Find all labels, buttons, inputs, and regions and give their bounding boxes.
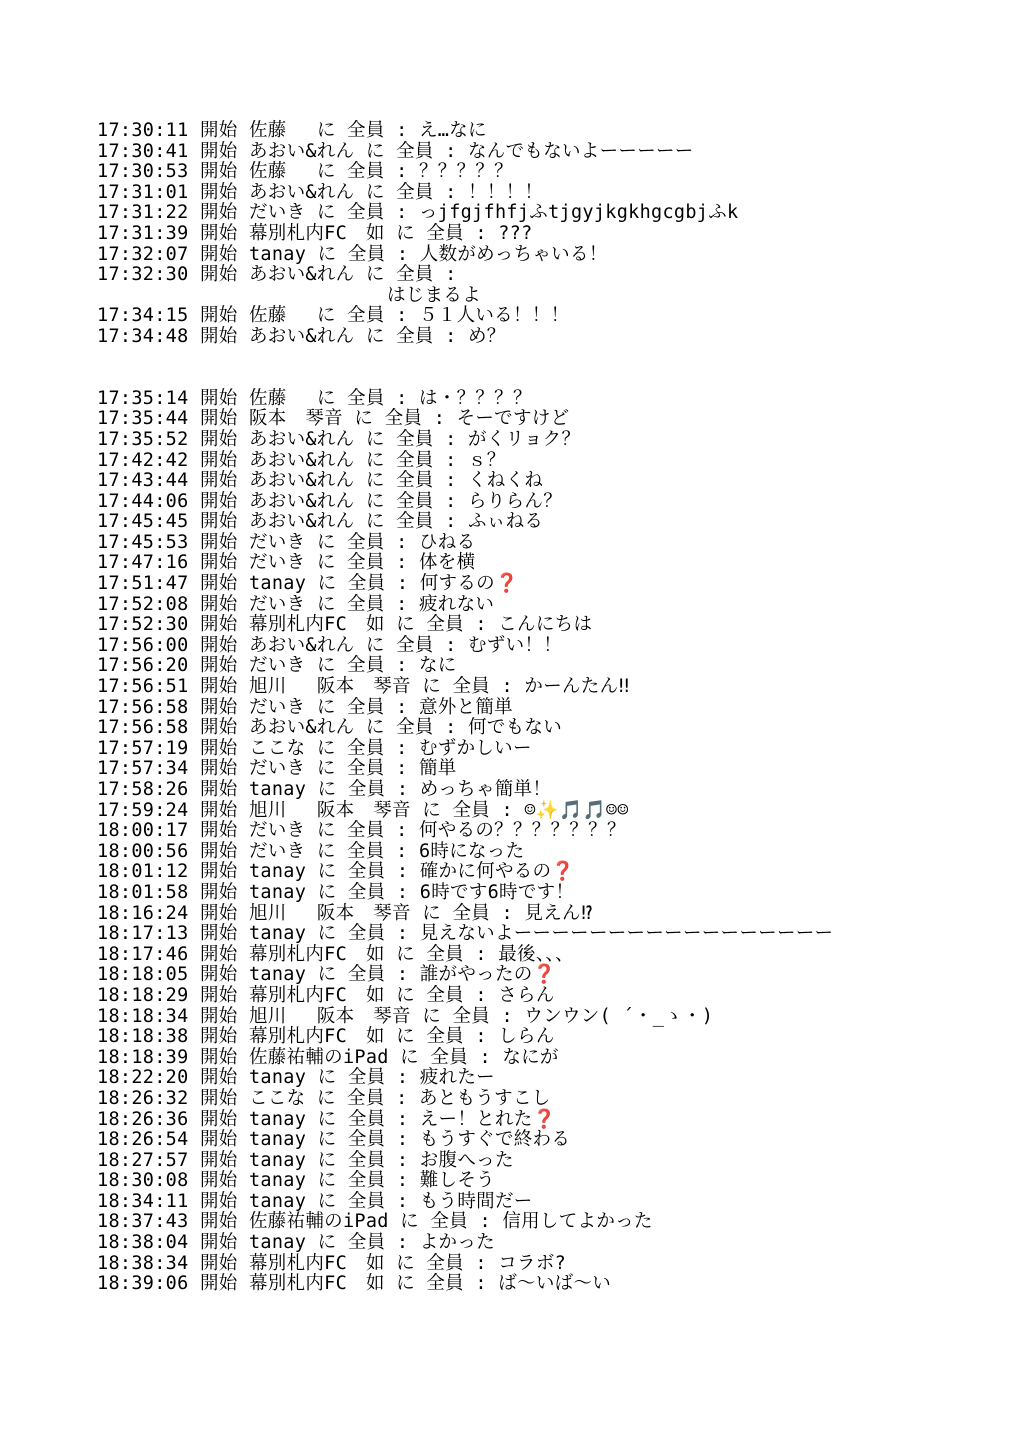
chat-message-line: 18:38:04 開始 tanay に 全員 : よかった	[97, 1232, 495, 1254]
chat-message-line: 17:43:44 開始 あおい&れん に 全員 : くねくね	[97, 470, 544, 492]
chat-message-line: 17:34:48 開始 あおい&れん に 全員 : め？	[97, 325, 506, 347]
chat-message-line: 18:01:58 開始 tanay に 全員 : 6時です6時です！	[97, 881, 575, 903]
chat-log	[97, 121, 997, 1295]
chat-message-line: 17:56:58 開始 あおい&れん に 全員 : 何でもない	[97, 717, 563, 739]
chat-message-line: 18:18:29 開始 幕別札内FC 如 に 全員 : さらん	[97, 984, 555, 1006]
chat-message-line: 17:42:42 開始 あおい&れん に 全員 : ｓ？	[97, 449, 506, 471]
chat-message-line: 18:17:13 開始 tanay に 全員 : 見えないよーーーーーーーーーーーーーーーーー	[97, 923, 834, 945]
chat-log-block-1	[97, 121, 997, 286]
chat-message-line: 18:18:38 開始 幕別札内FC 如 に 全員 : しらん	[97, 1026, 555, 1048]
chat-message-line: 18:26:32 開始 ここな に 全員 : あともうすこし	[97, 1087, 551, 1109]
chat-message-line: 17:45:53 開始 だいき に 全員 : ひねる	[97, 531, 476, 553]
chat-message-line: 17:30:11 開始 佐藤 に 全員 : え…なに	[97, 120, 487, 141]
chat-message-line: 17:31:01 開始 あおい&れん に 全員 : ！！！！	[97, 181, 544, 203]
chat-message-line: 18:26:54 開始 tanay に 全員 : もうすぐで終わる	[97, 1129, 571, 1151]
chat-message-line: 18:17:46 開始 幕別札内FC 如 に 全員 : 最後、、、	[97, 943, 574, 965]
chat-message-line: 17:58:26 開始 tanay に 全員 : めっちゃ簡単！	[97, 779, 552, 800]
chat-message-line: 17:35:14 開始 佐藤 に 全員 : は・？？？？	[97, 387, 532, 409]
blank-line	[97, 348, 997, 369]
blank-line	[97, 368, 997, 389]
chat-log-block-2	[97, 306, 997, 347]
chat-message-line: 18:18:39 開始 佐藤祐輔のiPad に 全員 : なにが	[97, 1046, 559, 1068]
chat-message-line: 17:56:20 開始 だいき に 全員 : なに	[97, 655, 457, 677]
chat-log-block-3	[97, 389, 997, 1295]
chat-message-line: 17:57:19 開始 ここな に 全員 : むずかしいー	[97, 737, 532, 759]
chat-message-line: 17:47:16 開始 だいき に 全員 : 体を横	[97, 552, 476, 574]
chat-message-line: 17:31:22 開始 だいき に 全員 : っjfgjfhfjふtjgyjkgkhgcgbjふk	[97, 202, 739, 224]
chat-message-line: 18:27:57 開始 tanay に 全員 : お腹へった	[97, 1149, 514, 1171]
chat-message-line: 17:52:08 開始 だいき に 全員 : 疲れない	[97, 593, 495, 615]
chat-message-line: 18:16:24 開始 旭川 阪本 琴音 に 全員 : 見えん⁉	[97, 902, 593, 924]
chat-message-line: 18:34:11 開始 tanay に 全員 : もう時間だー	[97, 1190, 533, 1212]
chat-message-line: 18:30:08 開始 tanay に 全員 : 難しそう	[97, 1170, 495, 1192]
chat-message-line: 18:37:43 開始 佐藤祐輔のiPad に 全員 : 信用してよかった	[97, 1211, 653, 1233]
chat-message-line: 17:57:34 開始 だいき に 全員 : 簡単	[97, 758, 457, 780]
chat-message-line: 17:31:39 開始 幕別札内FC 如 に 全員 : ???	[97, 222, 533, 244]
chat-message-line: 17:35:44 開始 阪本 琴音 に 全員 : そーですけど	[97, 408, 570, 430]
chat-message-line: 18:18:34 開始 旭川 阪本 琴音 に 全員 : ウンウン( ´・_ゝ・)	[97, 1005, 714, 1027]
chat-message-line: 17:30:41 開始 あおい&れん に 全員 : なんでもないよーーーーー	[97, 140, 694, 162]
chat-message-line: 18:00:56 開始 だいき に 全員 : 6時になった	[97, 840, 525, 862]
chat-message-line: 18:26:36 開始 tanay に 全員 : えー！とれた❓	[97, 1108, 556, 1130]
chat-message-line: 18:22:20 開始 tanay に 全員 : 疲れたー	[97, 1067, 495, 1089]
chat-message-line: 18:39:06 開始 幕別札内FC 如 に 全員 : ば〜いば〜い	[97, 1273, 612, 1295]
chat-message-line: 18:38:34 開始 幕別札内FC 如 に 全員 : コラボ?	[97, 1252, 567, 1274]
chat-message-line: 17:56:00 開始 あおい&れん に 全員 : むずい！！	[97, 634, 563, 656]
chat-message-line: 17:34:15 開始 佐藤 に 全員 : ５１人いる！！！	[97, 305, 570, 327]
chat-message-line: 17:44:06 開始 あおい&れん に 全員 : らりらん？	[97, 490, 563, 512]
chat-message-line: 18:00:17 開始 だいき に 全員 : 何やるの？？？？？？？	[97, 820, 626, 842]
chat-continuation-line: はじまるよ	[387, 284, 482, 306]
chat-message-line: 17:30:53 開始 佐藤 に 全員 : ？？？？？	[97, 161, 513, 183]
chat-message-line: 17:56:51 開始 旭川 阪本 琴音 に 全員 : かーんたん‼	[97, 676, 630, 698]
chat-message-line: 17:35:52 開始 あおい&れん に 全員 : がくリョク？	[97, 428, 581, 450]
chat-message-line: 18:18:05 開始 tanay に 全員 : 誰がやったの❓	[97, 964, 556, 986]
chat-message-line: 17:59:24 開始 旭川 阪本 琴音 に 全員 : ☺✨🎵🎵☺☺	[97, 799, 629, 821]
chat-message-line: 17:45:45 開始 あおい&れん に 全員 : ふぃねる	[97, 511, 544, 533]
chat-message-line: 17:51:47 開始 tanay に 全員 : 何するの❓	[97, 573, 519, 595]
chat-message-line: 17:52:30 開始 幕別札内FC 如 に 全員 : こんにちは	[97, 614, 593, 636]
chat-message-line: 17:56:58 開始 だいき に 全員 : 意外と簡単	[97, 696, 513, 718]
chat-message-line: 17:32:30 開始 あおい&れん に 全員 :	[97, 264, 457, 286]
chat-message-line: 17:32:07 開始 tanay に 全員 : 人数がめっちゃいる！	[97, 243, 608, 265]
chat-message-line: 18:01:12 開始 tanay に 全員 : 確かに何やるの❓	[97, 861, 575, 883]
